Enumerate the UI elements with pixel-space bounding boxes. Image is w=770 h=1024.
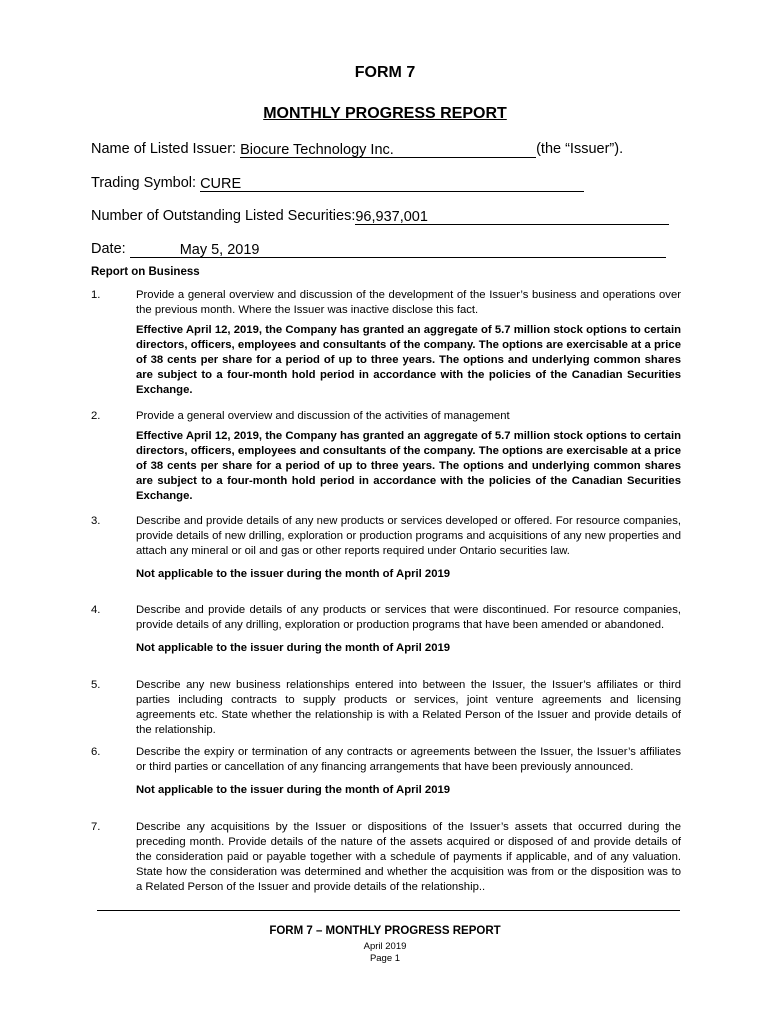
issuer-name-line xyxy=(91,141,623,158)
item-question: Describe any acquisitions by the Issuer or dispositions of the Issuer’s assets that occurred during the preceding month. Provide details of the nature of the assets acquired or disposed of and provide details of the consideration paid or payable together with a schedule of payments if applicable, and of any valuation. State how the consideration was determined and whether the acquisition was from or the disposition was to a Related Person of the Issuer and provide details of the relationship.. xyxy=(136,821,681,893)
item-answer: Not applicable to the issuer during the month of April 2019 xyxy=(136,784,451,796)
page-title: MONTHLY PROGRESS REPORT xyxy=(263,105,507,122)
item-number: 7. xyxy=(91,821,101,833)
securities-line xyxy=(91,208,669,225)
item-answer: Effective April 12, 2019, the Company has granted an aggregate of 5.7 million stock options to certain directors, officers, employees and consultants of the company. The options are exercisable at a price of 38 cents per share for a period of up to three years. The options and underlying common shares are subject to a four-month hold period in accordance with the policies of the Canadian Securities Exchange. xyxy=(136,430,681,502)
date-label: Date: xyxy=(91,241,130,257)
date-line xyxy=(91,241,666,258)
item-number: 1. xyxy=(91,289,101,301)
item-question: Describe and provide details of any products or services that were discontinued. For resource companies, provide details of any drilling, exploration or production programs that have been amended or abandoned. xyxy=(136,604,681,631)
item-answer: Not applicable to the issuer during the month of April 2019 xyxy=(136,568,451,580)
item-question: Provide a general overview and discussion of the development of the Issuer’s business and operations over the previous month. Where the Issuer was inactive disclose this fact. xyxy=(136,289,681,316)
report-item-4 xyxy=(91,603,681,656)
securities-label: Number of Outstanding Listed Securities: xyxy=(91,208,356,224)
item-answer: Not applicable to the issuer during the month of April 2019 xyxy=(136,642,451,654)
footer-title: FORM 7 – MONTHLY PROGRESS REPORT xyxy=(269,925,501,937)
securities-field xyxy=(355,209,669,225)
footer-divider xyxy=(97,910,680,911)
item-answer: Effective April 12, 2019, the Company has granted an aggregate of 5.7 million stock options to certain directors, officers, employees and consultants of the company. The options are exercisable at a price of 38 cents per share for a period of up to three years. The options and underlying common shares are subject to a four-month hold period in accordance with the policies of the Canadian Securities Exchange. xyxy=(136,324,681,396)
item-question: Describe any new business relationships entered into between the Issuer, the Issuer’s affiliates or third parties including contracts to supply products or services, joint venture agreements and licensing agreements etc. State whether the relationship is with a Related Person of the Issuer and provide details of the relationship. xyxy=(136,679,681,736)
issuer-name-field xyxy=(240,142,536,158)
report-item-5 xyxy=(91,678,681,738)
item-number: 2. xyxy=(91,410,101,422)
page-number: Page 1 xyxy=(369,953,401,964)
issuer-name-label: Name of Listed Issuer: xyxy=(91,141,241,157)
report-item-3 xyxy=(91,514,681,582)
item-number: 4. xyxy=(91,604,101,616)
trading-symbol-line xyxy=(91,175,584,192)
securities-value: 96,937,001 xyxy=(355,209,428,225)
trading-symbol-field xyxy=(200,176,584,192)
issuer-suffix: (the “Issuer”). xyxy=(536,141,624,157)
issuer-name-value: Biocure Technology Inc. xyxy=(240,142,394,158)
trading-symbol-label: Trading Symbol: xyxy=(91,175,201,191)
report-item-1 xyxy=(91,288,681,398)
item-number: 6. xyxy=(91,746,101,758)
form-label: FORM 7 xyxy=(354,64,416,81)
date-value: May 5, 2019 xyxy=(179,242,260,258)
item-question: Describe the expiry or termination of any contracts or agreements between the Issuer, the Issuer’s affiliates or third parties or cancellation of any financing arrangements that have been previously announced. xyxy=(136,746,681,773)
item-question: Provide a general overview and discussion of the activities of management xyxy=(136,410,510,422)
report-item-6 xyxy=(91,745,681,798)
item-question: Describe and provide details of any new products or services developed or offered. For resource companies, provide details of new drilling, exploration or production programs and acquisitions of any new properties and attach any mineral or oil and gas or other reports required under Ontario securities law. xyxy=(136,515,681,557)
section-heading: Report on Business xyxy=(91,266,200,278)
trading-symbol-value: CURE xyxy=(200,176,242,192)
report-item-7 xyxy=(91,820,681,895)
report-item-2 xyxy=(91,409,681,504)
footer-date: April 2019 xyxy=(363,941,407,952)
item-number: 5. xyxy=(91,679,101,691)
date-field xyxy=(130,242,666,258)
item-number: 3. xyxy=(91,515,101,527)
